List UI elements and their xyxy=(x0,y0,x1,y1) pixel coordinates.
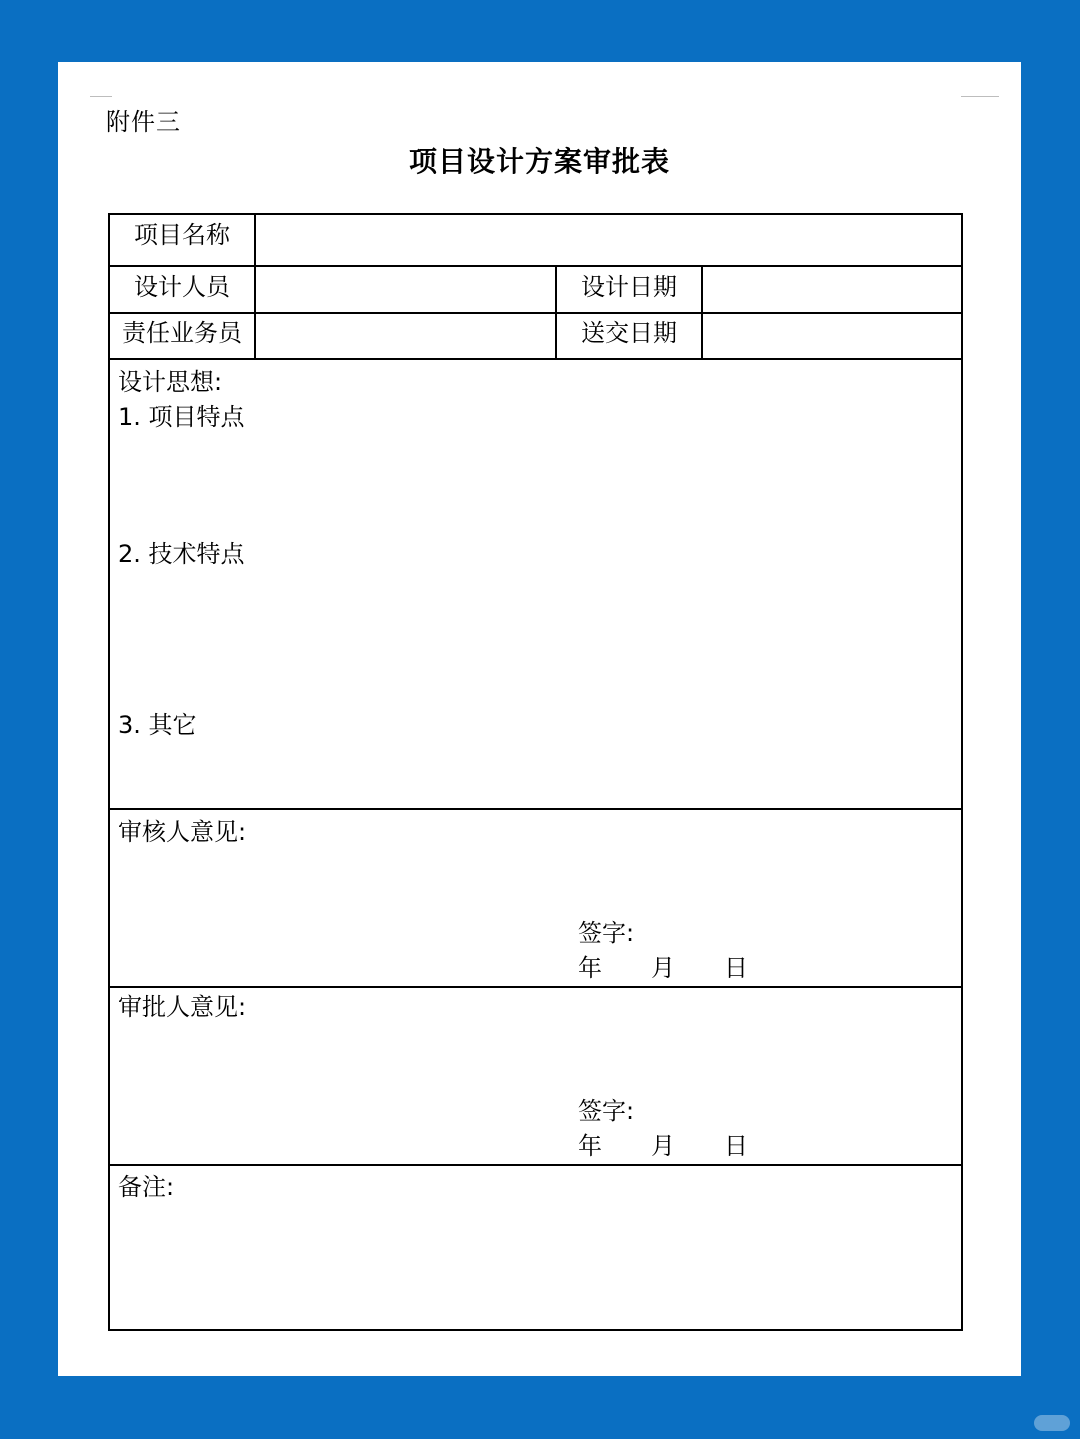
reviewer-year: 年 xyxy=(578,954,602,982)
attachment-label: 附件三 xyxy=(106,108,181,136)
approval-table xyxy=(108,213,963,1331)
item-technical-features: 2. 技术特点 xyxy=(118,540,245,568)
designer-label: 设计人员 xyxy=(134,273,230,301)
project-name-label: 项目名称 xyxy=(134,221,230,249)
reviewer-opinion-label: 审核人意见: xyxy=(118,818,247,846)
watermark-badge xyxy=(1034,1415,1070,1431)
item-project-features: 1. 项目特点 xyxy=(118,403,245,431)
designer-field[interactable] xyxy=(258,267,553,311)
form-title: 项目设计方案审批表 xyxy=(408,145,670,178)
approver-month: 月 xyxy=(651,1132,675,1160)
approver-opinion-label: 审批人意见: xyxy=(118,993,247,1021)
row-divider xyxy=(110,358,961,360)
design-date-field[interactable] xyxy=(705,267,960,311)
reviewer-month: 月 xyxy=(651,954,675,982)
item-other: 3. 其它 xyxy=(118,711,197,739)
row-divider xyxy=(110,986,961,988)
col-divider xyxy=(254,215,256,360)
row-divider xyxy=(110,1164,961,1166)
crop-mark-left xyxy=(90,96,112,97)
design-idea-label: 设计思想: xyxy=(118,368,223,396)
reviewer-day: 日 xyxy=(724,954,748,982)
col-divider xyxy=(701,265,703,360)
delivery-date-label: 送交日期 xyxy=(581,319,677,347)
crop-mark-right xyxy=(961,96,999,97)
delivery-date-field[interactable] xyxy=(705,314,960,357)
approver-year: 年 xyxy=(578,1132,602,1160)
salesperson-field[interactable] xyxy=(258,314,553,357)
reviewer-sign-label: 签字: xyxy=(578,919,635,947)
approver-sign-label: 签字: xyxy=(578,1097,635,1125)
approver-day: 日 xyxy=(724,1132,748,1160)
project-name-field[interactable] xyxy=(258,215,958,263)
form-page xyxy=(58,62,1021,1376)
salesperson-label: 责任业务员 xyxy=(122,319,242,347)
row-divider xyxy=(110,808,961,810)
remarks-label: 备注: xyxy=(118,1173,175,1201)
design-date-label: 设计日期 xyxy=(581,273,677,301)
